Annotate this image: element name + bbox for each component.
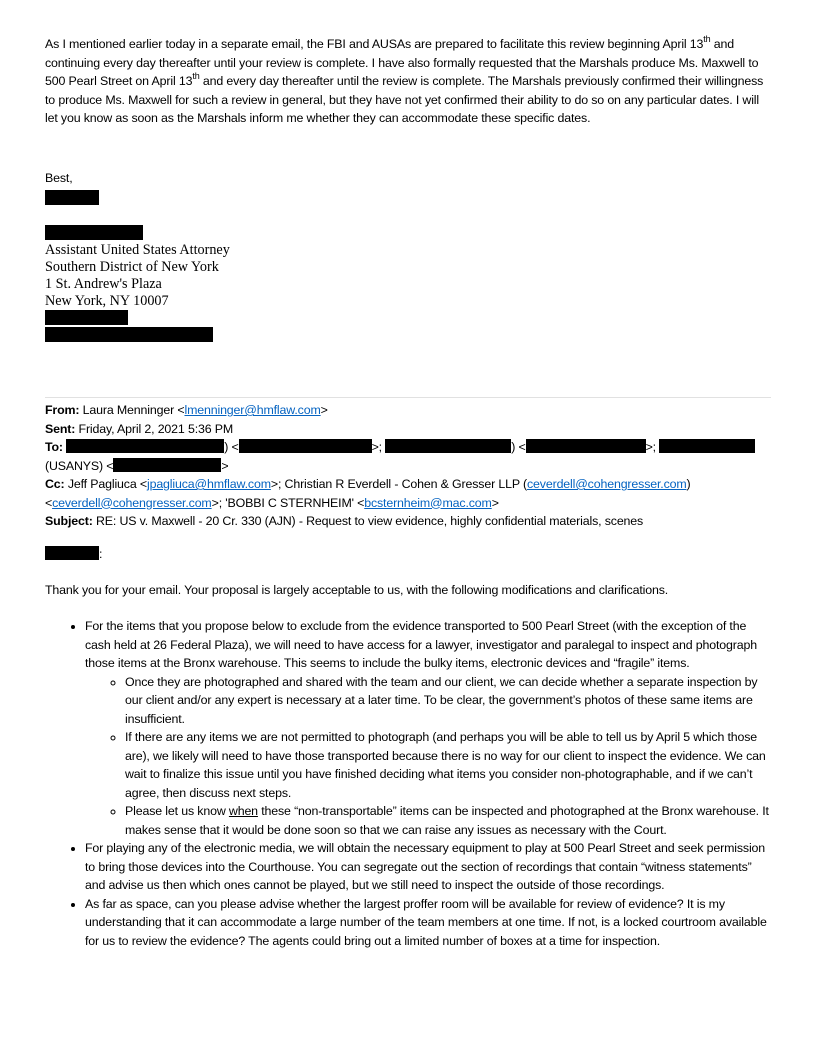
cc-email-link[interactable]: ceverdell@cohengresser.com bbox=[52, 495, 212, 510]
sent-label: Sent: bbox=[45, 421, 76, 436]
redacted-recipient-email bbox=[526, 439, 646, 453]
redacted-recipient bbox=[385, 439, 511, 453]
reply-paragraph bbox=[45, 35, 773, 128]
sub-text: these “non-transportable” items can be inspected and photographed at the Bronx warehouse. It makes sense that it would be done soon so that we can raise any issues as necessary with the Court. bbox=[125, 804, 769, 837]
sent-line bbox=[45, 420, 773, 439]
to-sep: >; bbox=[371, 440, 386, 454]
to-line-2 bbox=[45, 457, 773, 476]
redacted-sender-name bbox=[45, 190, 99, 205]
sub-list-item: ◦ If there are any items we are not permitted to photograph (and perhaps you will be able to tell us by April 5 which those are), we likely will need to have those transported because there is no way for our client to inspect the evidence. We can wait to finalize this issue until you have finished deciding what items you consider non-photographable, and if we can’t agree, then discuss next steps. bbox=[125, 728, 773, 802]
cc-email-link[interactable]: bcsternheim@mac.com bbox=[364, 495, 492, 510]
email-header bbox=[45, 401, 773, 531]
from-line bbox=[45, 401, 773, 420]
subject-line bbox=[45, 512, 773, 531]
bullet-text: For the items that you propose below to exclude from the evidence transported to 500 Pearl Street (with the exception of the cash held at 26 Federal Plaza), we will need to have access for a lawyer, investigator and paralegal to inspect and photograph those items at the Bronx warehouse. This seems to include the bulky items, electronic devices and “fragile” items. bbox=[85, 619, 757, 670]
to-label: To: bbox=[45, 440, 63, 454]
cc-email-link[interactable]: ceverdell@cohengresser.com bbox=[527, 477, 687, 491]
closing: Best, bbox=[45, 171, 73, 185]
to-line bbox=[45, 438, 773, 457]
from-end: > bbox=[320, 403, 328, 417]
list-item bbox=[85, 617, 773, 839]
ordinal-suffix: th bbox=[192, 71, 200, 81]
ordinal-suffix: th bbox=[703, 34, 711, 44]
to-end: > bbox=[221, 458, 229, 473]
redacted-recipient bbox=[66, 439, 224, 453]
sub-text: Please let us know bbox=[125, 804, 229, 818]
from-name: Laura Menninger < bbox=[82, 403, 185, 417]
sub-list-item bbox=[125, 802, 773, 839]
salutation-colon: : bbox=[99, 547, 103, 561]
cc-email-link[interactable]: jpagliuca@hmflaw.com bbox=[146, 477, 271, 491]
cc-text: ) < bbox=[45, 477, 691, 510]
to-sep: ) < bbox=[224, 440, 239, 454]
list-item: • For playing any of the electronic media, we will obtain the necessary equipment to play at 500 Pearl Street and seek permission to bring those devices into the Courthouse. You can segregate out the section of recordings that contain “witness statements” and advise us then which ones cannot be played, but we still need to inspect the outside of those recordings. bbox=[85, 839, 773, 895]
redacted-signature-name bbox=[45, 225, 143, 240]
from-email-link[interactable]: lmenninger@hmflaw.com bbox=[184, 403, 321, 417]
subject-label: Subject: bbox=[45, 514, 93, 528]
paragraph-text: As I mentioned earlier today in a separate email, the FBI and AUSAs are prepared to facilitate this review beginning April 13 bbox=[45, 37, 704, 51]
signature-office: Southern District of New York bbox=[45, 259, 219, 275]
sub-list-item: ◦ Once they are photographed and shared with the team and our client, we can decide whether a separate inspection by our client and/or any expert is necessary at a later time. To be clear, the government’s photos of these same items are insufficient. bbox=[125, 673, 773, 729]
cc-label: Cc: bbox=[45, 477, 65, 491]
paragraph-text: and every day thereafter until the review is complete. The Marshals previously confirmed their willingness to produce Ms. Maxwell for such a review in general, but they have not yet confirmed their ability to do so on any particular dates. I will let you know as soon as the Marshals inform me whether they can accommodate these specific dates. bbox=[45, 74, 764, 125]
redacted-phone bbox=[45, 310, 128, 325]
signature-address-line2: New York, NY 10007 bbox=[45, 293, 169, 309]
cc-text: Jeff Pagliuca < bbox=[67, 477, 147, 491]
cc-text: > bbox=[491, 495, 499, 510]
signature-title: Assistant United States Attorney bbox=[45, 242, 230, 258]
list-item: • As far as space, can you please advise whether the largest proffer room will be available for review of evidence? It is my understanding that it can accommodate a large number of the team members at one time. If not, is a locked courtroom available for us to review the evidence? The agents could bring out a limited number of boxes at a time for inspection. bbox=[85, 895, 773, 951]
sent-value: Friday, April 2, 2021 5:36 PM bbox=[78, 421, 234, 436]
paragraph-text: and continuing every day thereafter until your review is complete. I have also formally requested that the Marshals produce Ms. Maxwell to 500 Pearl Street on April 13 bbox=[45, 37, 759, 88]
to-sep: >; bbox=[645, 440, 660, 454]
bullet-list bbox=[45, 617, 773, 950]
signature-block bbox=[45, 242, 773, 310]
cc-line bbox=[45, 475, 773, 512]
redacted-recipient-email bbox=[239, 439, 372, 453]
underlined-when: when bbox=[228, 804, 258, 818]
to-org: (USANYS) < bbox=[45, 458, 114, 473]
redacted-recipient-email bbox=[113, 458, 221, 472]
message-divider bbox=[45, 397, 771, 398]
redacted-recipient bbox=[659, 439, 755, 453]
salutation bbox=[45, 545, 773, 564]
to-sep: ) < bbox=[511, 440, 526, 454]
cc-text: >; Christian R Everdell - Cohen & Gresser LLP ( bbox=[270, 477, 528, 491]
subject-value: RE: US v. Maxwell - 20 Cr. 330 (AJN) - Request to view evidence, highly confidential materials, scenes bbox=[95, 514, 644, 528]
redacted-email bbox=[45, 327, 213, 342]
redacted-addressee bbox=[45, 546, 99, 560]
intro-paragraph: Thank you for your email. Your proposal is largely acceptable to us, with the following modifications and clarifications. bbox=[45, 583, 669, 597]
signature-address-line1: 1 St. Andrew's Plaza bbox=[45, 276, 162, 292]
cc-text: >; 'BOBBI C STERNHEIM' < bbox=[211, 495, 365, 510]
from-label: From: bbox=[45, 403, 80, 417]
